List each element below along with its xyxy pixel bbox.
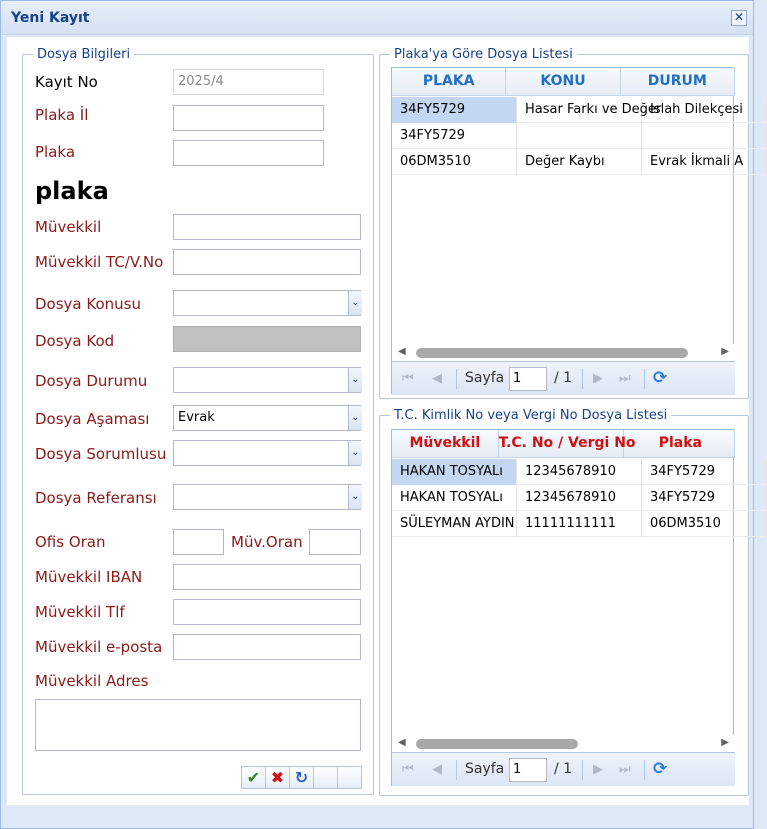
- muvekkil-iban-input[interactable]: [173, 564, 361, 590]
- table-cell: Hasar Farkı ve Değer: [517, 97, 642, 123]
- table-cell: [642, 123, 767, 149]
- dosya-konusu-label: Dosya Konusu: [35, 295, 141, 313]
- muvekkil-eposta-input[interactable]: [173, 634, 361, 660]
- muvekkil-input[interactable]: [173, 214, 361, 240]
- plaka-label: Plaka: [35, 143, 76, 161]
- dosya-asamasi-select[interactable]: [173, 405, 361, 431]
- table-cell: Islah Dilekçesi: [642, 97, 767, 123]
- plaka-grid-pager: [392, 361, 735, 395]
- dosya-asamasi-label: Dosya Aşaması: [35, 410, 150, 428]
- chevron-down-icon[interactable]: ⌄: [348, 291, 362, 315]
- last-page-icon[interactable]: ⏭: [619, 371, 631, 386]
- kayit-no-field: 2025/4: [173, 69, 324, 95]
- refresh-icon[interactable]: ⟳: [653, 759, 668, 779]
- pager-separator: [456, 369, 457, 389]
- muv-oran-label: Müv.Oran: [231, 533, 303, 551]
- dosya-sorumlusu-select[interactable]: [173, 440, 361, 466]
- scroll-thumb[interactable]: [416, 348, 688, 358]
- next-page-icon[interactable]: ▶: [593, 762, 603, 777]
- tc-list-legend: T.C. Kimlik No veya Vergi No Dosya Listesi: [394, 408, 668, 423]
- dosya-asamasi-value: Evrak: [178, 410, 215, 425]
- cancel-button[interactable]: ✖: [265, 766, 290, 789]
- dosya-kod-label: Dosya Kod: [35, 332, 115, 350]
- page-label: Sayfa: [465, 761, 505, 777]
- prev-page-icon[interactable]: ◀: [432, 371, 442, 386]
- first-page-icon[interactable]: ⏮: [402, 371, 414, 386]
- table-row[interactable]: [392, 459, 767, 485]
- plaka-il-input[interactable]: [173, 105, 324, 131]
- table-cell: 34FY5729: [642, 485, 767, 511]
- table-cell: HAKAN TOSYALı: [392, 485, 517, 511]
- ofis-oran-label: Ofis Oran: [35, 533, 106, 551]
- page-count: / 1: [554, 761, 573, 777]
- pager-separator: [582, 369, 583, 389]
- toolbar-button-5[interactable]: [337, 766, 362, 789]
- chevron-down-icon[interactable]: ⌄: [348, 368, 362, 392]
- muvekkil-adres-label: Müvekkil Adres: [35, 672, 149, 690]
- dosya-durumu-label: Dosya Durumu: [35, 372, 148, 390]
- table-cell: 34FY5729: [642, 459, 767, 485]
- dosya-durumu-select[interactable]: [173, 367, 361, 393]
- pager-separator: [644, 760, 645, 780]
- table-cell: 06DM3510: [392, 149, 517, 175]
- dosya-bilgileri-legend: Dosya Bilgileri: [37, 47, 131, 62]
- first-page-icon[interactable]: ⏮: [402, 762, 414, 777]
- prev-page-icon[interactable]: ◀: [432, 762, 442, 777]
- table-row[interactable]: [392, 97, 767, 123]
- scroll-left-icon[interactable]: ◀: [398, 737, 406, 748]
- table-cell: HAKAN TOSYALı: [392, 459, 517, 485]
- page-label: Sayfa: [465, 370, 505, 386]
- kayit-no-label: Kayıt No: [35, 73, 98, 91]
- scroll-thumb[interactable]: [416, 739, 578, 749]
- page-number-input[interactable]: 1: [509, 758, 547, 782]
- plaka-heading: plaka: [35, 177, 109, 205]
- muvekkil-eposta-label: Müvekkil e-posta: [35, 638, 163, 656]
- plaka-input[interactable]: [173, 140, 324, 166]
- column-header-plaka[interactable]: PLAKA: [392, 68, 506, 96]
- table-cell: 11111111111: [517, 511, 642, 537]
- table-cell: 06DM3510: [642, 511, 767, 537]
- tc-grid: [391, 429, 734, 786]
- plaka-list-legend: Plaka'ya Göre Dosya Listesi: [394, 47, 573, 62]
- page-count: / 1: [554, 370, 573, 386]
- dosya-kod-field: [173, 326, 361, 352]
- refresh-icon[interactable]: ⟳: [653, 368, 668, 388]
- table-cell: [517, 123, 642, 149]
- form-toolbar: [241, 766, 361, 790]
- muvekkil-tlf-input[interactable]: [173, 599, 361, 625]
- tc-grid-pager: [392, 752, 735, 786]
- muvekkil-tc-label: Müvekkil TC/V.No: [35, 253, 164, 271]
- table-cell: Evrak İkmali A: [642, 149, 767, 175]
- muvekkil-label: Müvekkil: [35, 218, 102, 236]
- column-header-durum[interactable]: DURUM: [621, 68, 735, 96]
- chevron-down-icon[interactable]: ⌄: [348, 441, 362, 465]
- table-row[interactable]: [392, 485, 767, 511]
- dosya-referansi-label: Dosya Referansı: [35, 489, 157, 507]
- table-cell: Değer Kaybı: [517, 149, 642, 175]
- table-row[interactable]: [392, 123, 767, 149]
- muvekkil-iban-label: Müvekkil IBAN: [35, 568, 143, 586]
- pager-separator: [456, 760, 457, 780]
- plaka-grid: [391, 67, 744, 394]
- plaka-grid-header: [392, 68, 735, 96]
- column-header-muvekkil[interactable]: Müvekkil: [392, 430, 499, 458]
- chevron-down-icon[interactable]: ⌄: [348, 406, 362, 430]
- muv-oran-input[interactable]: [309, 529, 361, 555]
- tc-grid-header: [392, 430, 735, 458]
- dosya-referansi-select[interactable]: [173, 484, 361, 510]
- plaka-grid-hscroll[interactable]: [392, 344, 735, 362]
- table-cell: 34FY5729: [392, 97, 517, 123]
- table-row[interactable]: [392, 149, 767, 175]
- plaka-il-label: Plaka İl: [35, 106, 89, 124]
- table-row[interactable]: [392, 511, 767, 537]
- scroll-left-icon[interactable]: ◀: [398, 346, 406, 357]
- scroll-right-icon[interactable]: ▶: [721, 737, 729, 748]
- pager-separator: [644, 369, 645, 389]
- window-body: [7, 37, 749, 805]
- column-header-konu[interactable]: KONU: [506, 68, 620, 96]
- next-page-icon[interactable]: ▶: [593, 371, 603, 386]
- refresh-button[interactable]: ↻: [289, 766, 314, 789]
- page-number-input[interactable]: 1: [509, 367, 547, 391]
- chevron-down-icon[interactable]: ⌄: [348, 485, 362, 509]
- ofis-oran-input[interactable]: [173, 529, 224, 555]
- toolbar-button-4[interactable]: [313, 766, 338, 789]
- muvekkil-tlf-label: Müvekkil Tlf: [35, 603, 125, 621]
- window-title: Yeni Kayıt: [11, 10, 90, 26]
- muvekkil-tc-input[interactable]: [173, 249, 361, 275]
- table-cell: SÜLEYMAN AYDIN: [392, 511, 517, 537]
- table-cell: 12345678910: [517, 485, 642, 511]
- table-cell: 34FY5729: [392, 123, 517, 149]
- tc-grid-hscroll[interactable]: [392, 735, 735, 753]
- window-titlebar: [1, 1, 753, 35]
- scroll-right-icon[interactable]: ▶: [721, 346, 729, 357]
- last-page-icon[interactable]: ⏭: [619, 762, 631, 777]
- dosya-konusu-select[interactable]: [173, 290, 361, 316]
- column-header-tc-no[interactable]: T.C. No / Vergi No: [499, 430, 624, 458]
- save-button[interactable]: ✔: [241, 766, 266, 789]
- pager-separator: [582, 760, 583, 780]
- close-icon[interactable]: ✕: [731, 10, 747, 26]
- table-cell: 12345678910: [517, 459, 642, 485]
- muvekkil-adres-textarea[interactable]: [35, 699, 361, 751]
- column-header-plaka[interactable]: Plaka: [624, 430, 735, 458]
- dosya-sorumlusu-label: Dosya Sorumlusu: [35, 445, 167, 463]
